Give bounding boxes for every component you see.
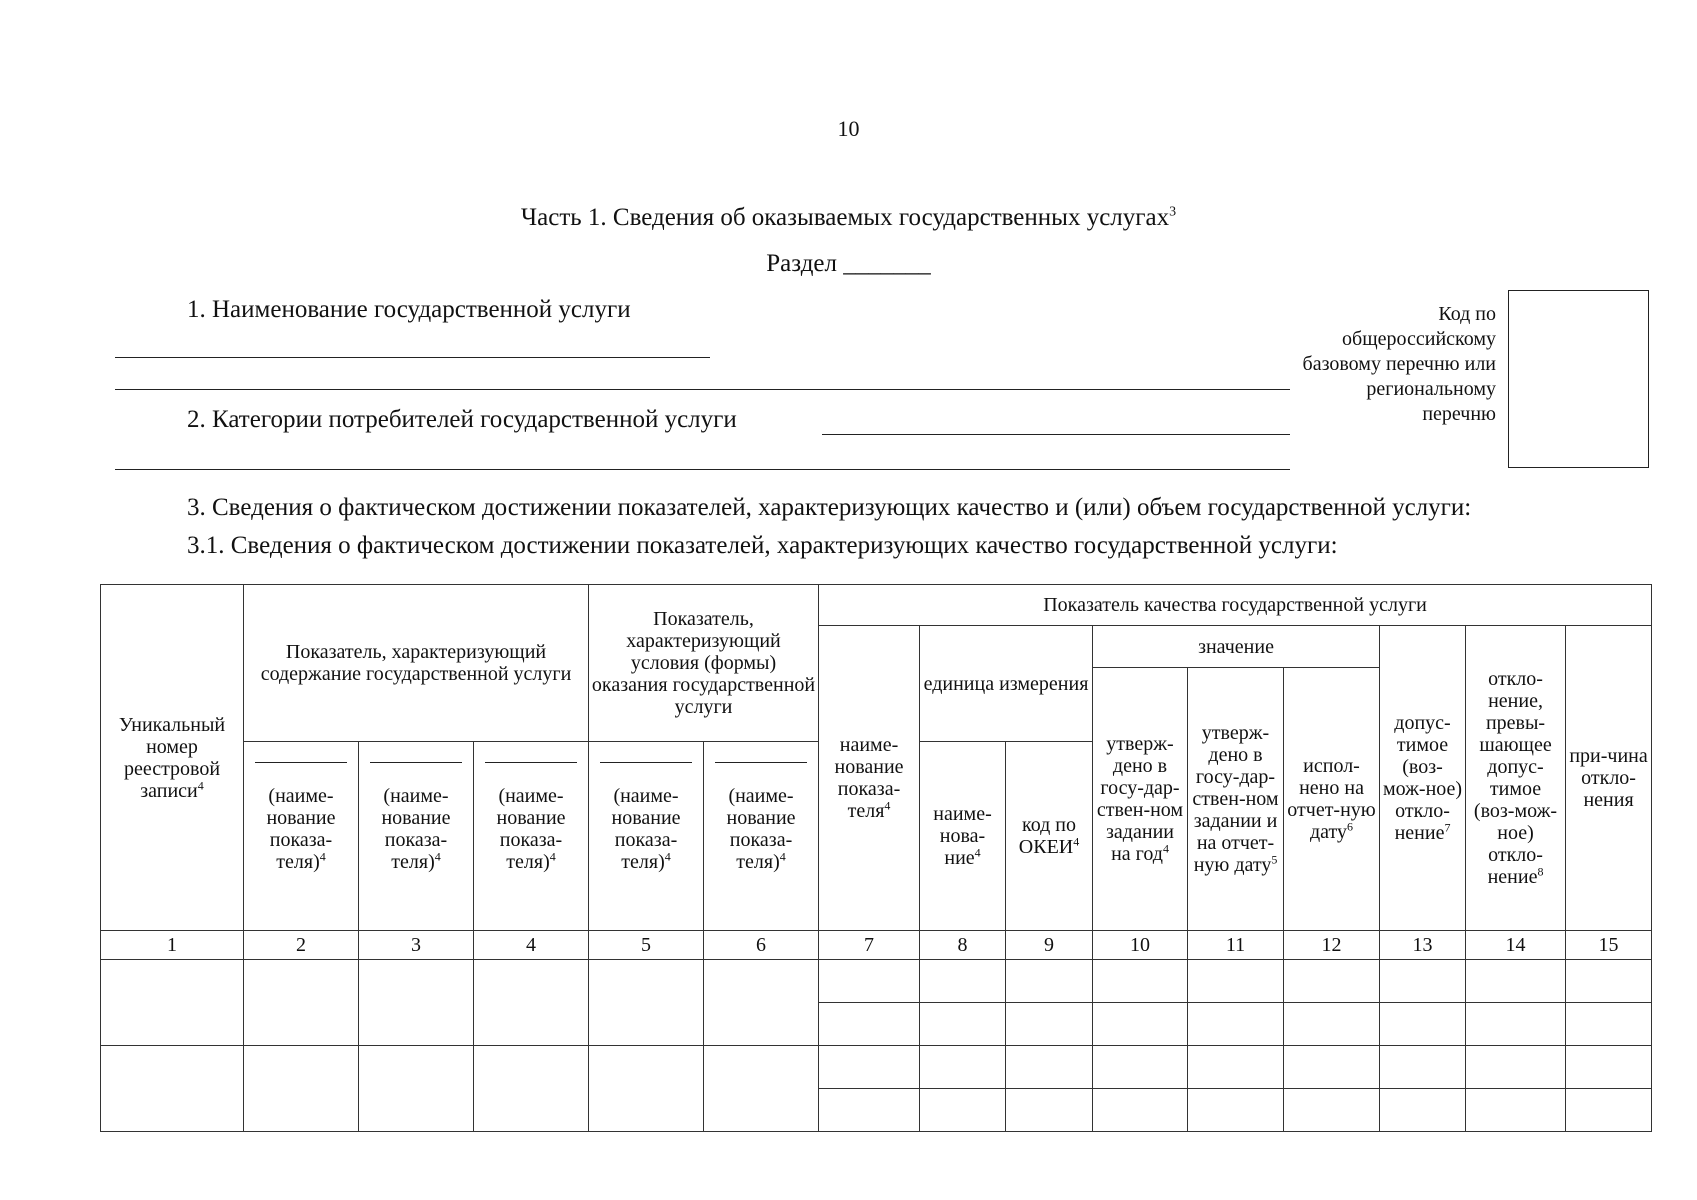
value-header: значение [1093,626,1380,668]
table-cell[interactable] [1188,1089,1284,1132]
column-number: 1 [101,931,244,960]
code-box [1508,290,1649,468]
table-cell[interactable] [819,1046,920,1089]
table-cell[interactable] [920,1003,1006,1046]
page-title [0,204,1697,232]
consumer-categories-line-2 [115,469,1290,470]
column-number: 9 [1006,931,1093,960]
table-cell[interactable] [1093,1089,1188,1132]
page-number: 10 [837,116,860,141]
column-number: 7 [819,931,920,960]
table-cell[interactable] [1466,1003,1566,1046]
footnote-5: 5 [1271,852,1278,867]
unit-name-text: наиме-нова-ние [933,803,992,869]
content-indicator-subcolumn-2 [359,742,474,931]
section-label: Раздел _______ [766,250,931,277]
column-number: 5 [589,931,704,960]
content-indicator-subcolumn-1 [244,742,359,931]
column-number: 11 [1188,931,1284,960]
allowed-deviation-header [1380,626,1466,931]
table-cell[interactable] [1466,960,1566,1003]
table-cell[interactable] [1006,1003,1093,1046]
quality-name-text: наиме-нование показа-теля [834,734,904,822]
table-cell[interactable] [1284,1003,1380,1046]
table-cell[interactable] [101,960,244,1046]
table-cell[interactable] [1566,960,1652,1003]
consumer-categories-line-1 [822,434,1290,435]
table-cell[interactable] [1093,1003,1188,1046]
table-cell[interactable] [101,1046,244,1132]
table-cell[interactable] [1380,960,1466,1003]
table-cell[interactable] [1284,960,1380,1003]
table-cell[interactable] [920,1089,1006,1132]
conditions-indicator-header: Показатель, характеризующий условия (формы) оказания государственной услуги [589,585,819,742]
quality-indicator-header: Показатель качества государственной услуги [819,585,1652,626]
table-cell[interactable] [1566,1089,1652,1132]
quality-name-header [819,626,920,931]
footnote-7: 7 [1444,820,1451,835]
section-3-1-heading: 3.1. Сведения о фактическом достижении показателей, характеризующих качество государственной услуги: [187,532,1338,559]
allowed-deviation-text: допус-тимое (воз-мож-ное) откло-нение [1382,712,1463,844]
table-cell[interactable] [1284,1046,1380,1089]
approved-year-header [1093,668,1188,931]
table-cell[interactable] [1093,960,1188,1003]
blank-line [485,742,577,763]
service-name-label: 1. Наименование государственной услуги [187,296,631,323]
okei-code-text: код по ОКЕИ [1018,814,1077,858]
quality-indicators-table [100,584,1652,1132]
table-cell[interactable] [1466,1046,1566,1089]
indicator-name-text: (наиме-нование показа-теля) [266,785,336,873]
table-cell[interactable] [1006,1046,1093,1089]
reason-header: при-чина откло-нения [1566,626,1652,931]
footnote-4: 4 [197,777,204,792]
table-cell[interactable] [1006,1089,1093,1132]
service-name-line-2 [115,389,1290,390]
column-number: 4 [474,931,589,960]
footnote-4: 4 [319,849,326,864]
footnote-4: 4 [434,849,441,864]
content-indicator-header: Показатель, характеризующий содержание государственной услуги [244,585,589,742]
unit-header: единица измерения [920,626,1093,742]
registry-number-text: Уникальный номер реестровой записи [118,713,226,802]
table-cell[interactable] [1006,960,1093,1003]
footnote-4: 4 [1162,841,1169,856]
table-cell[interactable] [819,1003,920,1046]
blank-line [370,742,462,763]
blank-line [600,742,692,763]
unit-name-header [920,742,1006,931]
table-cell[interactable] [1380,1003,1466,1046]
table-cell[interactable] [704,1046,819,1132]
approved-date-text: утверж-дено в госу-дар-ствен-ном задании и на отчет-ную дату [1192,722,1279,876]
header-row-1 [101,585,1652,626]
section-3-heading: 3. Сведения о фактическом достижении показателей, характеризующих качество и (или) объем государственной услуги: [187,494,1472,521]
executed-text: испол-нено на отчет-ную дату [1287,755,1376,843]
table-cell[interactable] [244,1046,359,1132]
table-cell[interactable] [1284,1089,1380,1132]
table-cell[interactable] [1566,1046,1652,1089]
footnote-8: 8 [1537,864,1544,879]
indicator-name-text: (наиме-нование показа-теля) [496,785,566,873]
table-cell[interactable] [589,960,704,1046]
table-cell[interactable] [920,960,1006,1003]
column-number: 10 [1093,931,1188,960]
table-cell[interactable] [244,960,359,1046]
table-cell[interactable] [1188,960,1284,1003]
table-cell[interactable] [1093,1046,1188,1089]
table-cell[interactable] [589,1046,704,1132]
excess-deviation-text: откло-нение, превы-шающее допус-тимое (воз-мож-ное) откло-нение [1473,668,1558,888]
table-cell[interactable] [1380,1046,1466,1089]
table-cell[interactable] [474,1046,589,1132]
table-cell[interactable] [359,1046,474,1132]
footnote-6: 6 [1347,819,1354,834]
footnote-4: 4 [1073,834,1080,849]
table-cell[interactable] [1188,1003,1284,1046]
indicator-name-text: (наиме-нование показа-теля) [611,785,681,873]
executed-header [1284,668,1380,931]
table-cell[interactable] [819,960,920,1003]
indicator-name-text: (наиме-нование показа-теля) [381,785,451,873]
table-cell[interactable] [1188,1046,1284,1089]
table-cell[interactable] [1466,1089,1566,1132]
table-cell[interactable] [819,1089,920,1132]
indicator-name-text: (наиме-нование показа-теля) [726,785,796,873]
registry-number-header [101,585,244,931]
conditions-indicator-subcolumn-2 [704,742,819,931]
column-number: 15 [1566,931,1652,960]
data-row [101,960,1652,1003]
footnote-4: 4 [549,849,556,864]
title-footnote: 3 [1169,204,1177,220]
conditions-indicator-subcolumn-1 [589,742,704,931]
approved-date-header [1188,668,1284,931]
blank-line [255,742,347,763]
column-number: 8 [920,931,1006,960]
table-cell[interactable] [704,960,819,1046]
title-text: Часть 1. Сведения об оказываемых государственных услугах [520,204,1170,231]
column-number: 3 [359,931,474,960]
service-name-line-1 [115,357,710,358]
excess-deviation-header [1466,626,1566,931]
table-cell[interactable] [1566,1003,1652,1046]
table-cell[interactable] [474,960,589,1046]
footnote-4: 4 [884,798,891,813]
approved-year-text: утверж-дено в госу-дар-ствен-ном задании на год [1096,733,1184,865]
consumer-categories-label: 2. Категории потребителей государственной услуги [187,406,737,433]
column-number: 2 [244,931,359,960]
table-cell[interactable] [920,1046,1006,1089]
content-indicator-subcolumn-3 [474,742,589,931]
footnote-4: 4 [779,849,786,864]
footnote-4: 4 [974,845,981,860]
table-cell[interactable] [1380,1089,1466,1132]
column-number: 14 [1466,931,1566,960]
blank-line [715,742,807,763]
column-number: 12 [1284,931,1380,960]
footnote-4: 4 [664,849,671,864]
column-numbers-row [101,931,1652,960]
column-number: 13 [1380,931,1466,960]
code-label: Код по общероссийскому базовому перечню или региональному перечню [1302,303,1496,425]
okei-code-header [1006,742,1093,931]
table-cell[interactable] [359,960,474,1046]
column-number: 6 [704,931,819,960]
data-row [101,1046,1652,1089]
